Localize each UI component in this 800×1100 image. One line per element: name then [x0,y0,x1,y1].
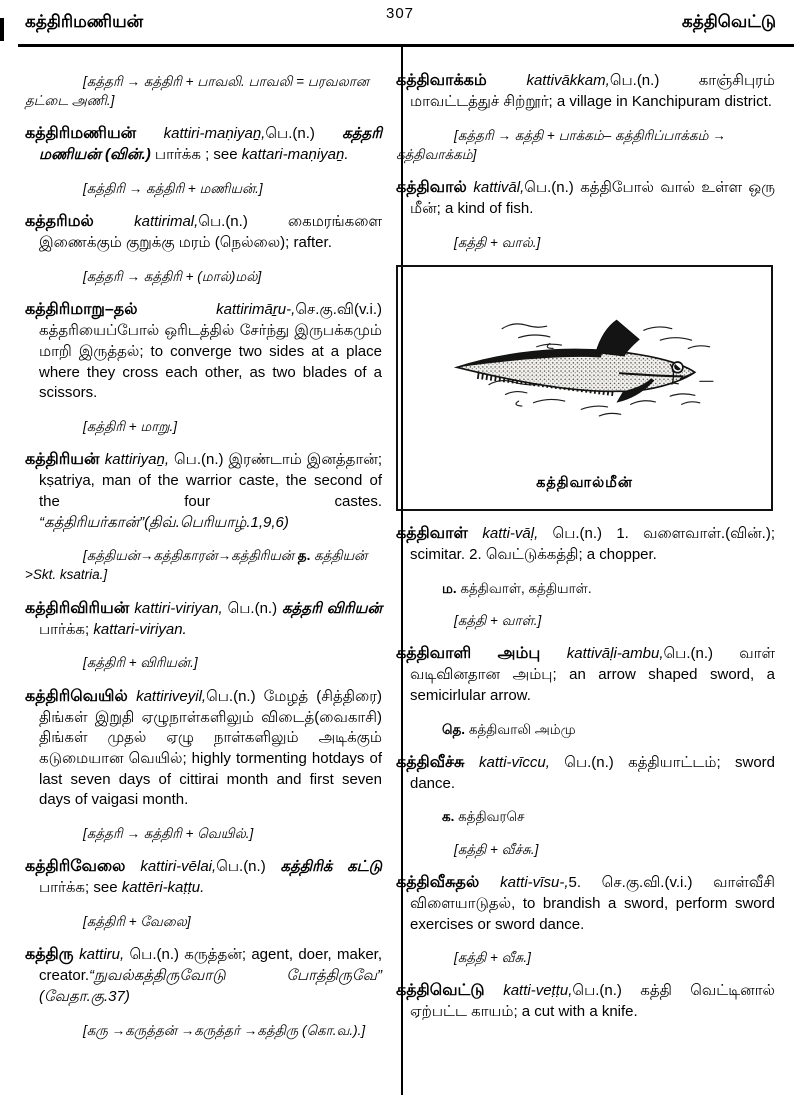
headword: கத்திரிவெயில் [25,687,137,705]
etymology-note [25,417,382,436]
italic-text: kattiru, [79,946,130,964]
italic-text: [கத்தி + வீச்சு.] [454,841,539,857]
cognate-note [396,579,775,598]
italic-text: [கத்தரி → கத்தி + பாக்கம்– கத்திரிப்பாக்கம் → கத்திவாக்கம்] [396,127,726,162]
dictionary-entry [25,299,382,404]
bold-text: ம. [442,580,461,596]
italic-text: kattiri-maṇiyaṉ, [163,125,266,143]
italic-text: kattivāl, [473,179,525,197]
body-text: பெ.(n.) மேழத் (சித்திரை) திங்கள் இறுதி ஏழுநாள்களிலும் விடைத்(வைகாசி) திங்கள் முதல் ஏழு நாள்களிலும் அடிக்கும் கடுமையான வெயில்; highly tormenting hotdays of last seven days of cittirai month and first seven days of vaigasi month. [39,687,382,809]
body-text: பார்க்க; [39,620,94,638]
body-text: பெ.(n.) கத்தி வெட்டினால் ஏற்பட்ட காயம்; a cut with a knife. [410,982,775,1021]
italic-text: kattiriveyil, [136,687,207,705]
cross-reference: கத்திரிக் கட்டு [280,858,382,876]
italic-text: katti-vāḷ, [482,525,553,542]
italic-text: [கத்திரி + விரியன்.] [83,655,198,671]
dictionary-entry [25,449,382,533]
body-text: பார்க்க ; see [154,146,242,164]
dictionary-entry [396,177,775,220]
text-columns [0,47,800,1100]
dictionary-entry [396,872,775,935]
italic-text: kattivāḷi-ambu, [566,645,664,663]
etymology-note [25,72,382,110]
body-text: பெ.(n.) [216,858,281,876]
etymology-note [25,824,382,843]
body-text: பெ.(n.) 1. வளைவாள்.(வின்.); scimitar. 2. வெட்டுக்கத்தி; a chopper. [410,525,776,564]
headword: கத்திரிவேலை [25,858,141,876]
cognate-note [396,720,775,739]
body-text: செ.கு.வி(v.i.) கத்தரியைப்போல் ஒரிடத்தில் சேர்ந்து இருபக்கமும் மாறி இருத்தல்; to converge two sides at a place where they cross each other, as two blades of a scissors. [39,301,382,402]
italic-text: katti-veṭṭu, [503,982,573,1000]
fish-caption: கத்திவால்மீன் [536,475,633,491]
italic-text: [கத்தரி → கத்திரி + வெயில்.] [83,826,254,842]
body-text: பெ.(n.) கருத்தன்; agent, doer, maker, creator. [39,946,382,985]
dictionary-entry [25,944,382,1007]
bold-text: க. [442,809,459,825]
headword: கத்திவெட்டு [396,982,504,1000]
etymology-note [396,233,775,252]
page-header [0,0,800,46]
dictionary-entry [396,980,775,1023]
dictionary-entry [396,643,775,706]
etymology-note [25,267,382,286]
headword: கத்திவாளி அம்பு [396,645,567,663]
swordtail-fish-illustration [398,271,771,467]
cross-reference: கத்தரி மணியன் (வின்.) [39,125,382,164]
headword: கத்திரிமாறு–தல் [25,301,217,319]
headword: கத்திரிமணியன் [25,125,164,143]
body-text: கத்திவாள், கத்தியாள். [460,580,592,596]
italic-text: katti-vīsu-, [500,873,569,891]
etymology-note [25,179,382,198]
italic-text: kattari-maṇiyaṉ. [241,146,349,164]
etymology-note [396,126,775,164]
body-text: பெ.(n.) கத்தியாட்டம்; sword dance. [410,753,775,792]
headword: கத்திரிவிரியன் [25,599,135,617]
italic-text: kattirimāṟu-, [216,301,296,319]
italic-text: [கத்திரி + மாறு.] [83,418,178,434]
headword: கத்திவீச்சு [396,753,480,771]
headword: கத்தரிமல் [25,213,135,231]
cross-reference: கத்தரி விரியன் [281,599,382,617]
cognate-note [396,807,775,826]
italic-text: [கத்தியன்→கத்திகாரன்→கத்திரியன் [83,548,298,564]
dictionary-entry [25,211,382,254]
headword: கத்திரியன் [25,451,105,469]
etymology-note [25,653,382,672]
italic-text: [கத்தி + வீசு.] [454,950,531,966]
body-text: பெ.(n.) இரண்டாம் இனத்தான்; kṣatriya, man of the warrior caste, the second of the four castes. [39,451,383,510]
dictionary-entry [25,856,382,899]
running-head-right: கத்திவெட்டு [681,12,776,31]
headword: கத்திவாக்கம் [396,72,527,89]
italic-text: [கத்தி + வாள்.] [454,612,542,628]
italic-text: [கத்தரி → கத்திரி + (மால்)மல்] [83,269,262,284]
italic-text: katti-vīccu, [479,753,565,771]
italic-text: kattirimal, [134,213,199,231]
dictionary-entry [25,598,382,641]
bold-text: தெ. [442,721,469,737]
italic-text: [கத்திரி → கத்திரி + மணியன்.] [83,181,263,197]
italic-text: kattivākkam, [526,72,610,89]
dictionary-entry [25,686,382,812]
italic-text: [கரு →கருத்தன் →கருத்தர் →கத்திரு (கொ.வ.).] [83,1022,366,1038]
body-text: 5. செ.கு.வி.(v.i.) வாள்வீசி விளையாடுதல், to brandish a sword, perform sword exercises or sword dance. [410,873,775,933]
body-text: பெ.(n.) கைமரங்களை இணைக்கும் குறுக்கு மரம் (நெல்லை); rafter. [39,213,382,252]
body-text: பார்க்க; see [39,879,122,897]
etymology-note [25,1021,382,1040]
page-number: 307 [385,5,415,22]
dictionary-entry [396,523,775,566]
body-text: கத்திவாலி அம்மு [468,721,576,737]
dictionary-entry [396,70,775,113]
headword: கத்திவீசுதல் [396,873,501,891]
italic-text: kattiriyaṉ, [104,451,174,469]
headword: கத்திவால் [396,179,474,197]
body-text: பெ.(n.) [265,125,343,143]
left-column [0,47,382,1100]
headword: கத்திவாள் [396,525,483,542]
italic-text: “கத்திரியர்கான்”(திவ்.பெரியாழ்.1,9,6) [39,513,289,531]
italic-text: [கத்தி + வால்.] [454,234,541,250]
etymology-note [25,546,382,584]
etymology-note [25,912,382,931]
italic-text: kattēri-kaṭṭu. [121,879,205,897]
italic-text: kattari-viriyan. [93,620,187,638]
dictionary-entry [25,123,382,166]
etymology-note [396,840,775,859]
etymology-note [396,611,775,630]
italic-text: கத்தியன் >Skt. ksatria.] [25,548,368,583]
etymology-note [396,948,775,967]
right-column [382,47,800,1100]
fish-figure [396,265,773,511]
body-text: கத்திவரசெ [458,809,525,825]
italic-text: [கத்தரி → கத்திரி + பாவலி. பாவலி = பரவலான தட்டை அணி.] [25,74,369,109]
bold-text: த. [297,548,315,564]
dictionary-entry [396,752,775,795]
italic-text: “நுவல்கத்திருவோடு போத்திருவே” (வேதா.கு.37) [39,967,382,1005]
body-text: பெ.(n.) காஞ்சிபுரம் மாவட்டத்துச் சிற்றூர்; a village in Kanchipuram district. [410,72,775,111]
headword: கத்திரு [25,946,80,964]
body-text: பெ.(n.) வாள் வடிவினதான அம்பு; an arrow shaped sword, a semicirlular arrow. [410,645,776,704]
body-text: பெ.(n.) [227,599,282,617]
italic-text: kattiri-viriyan, [134,599,228,617]
italic-text: kattiri-vēlai, [140,858,217,876]
body-text: பெ.(n.) கத்திபோல் வால் உள்ள ஒரு மீன்; a kind of fish. [410,179,775,218]
italic-text: [கத்திரி + வேலை] [83,913,191,929]
running-head-left: கத்திரிமணியன் [25,12,144,31]
